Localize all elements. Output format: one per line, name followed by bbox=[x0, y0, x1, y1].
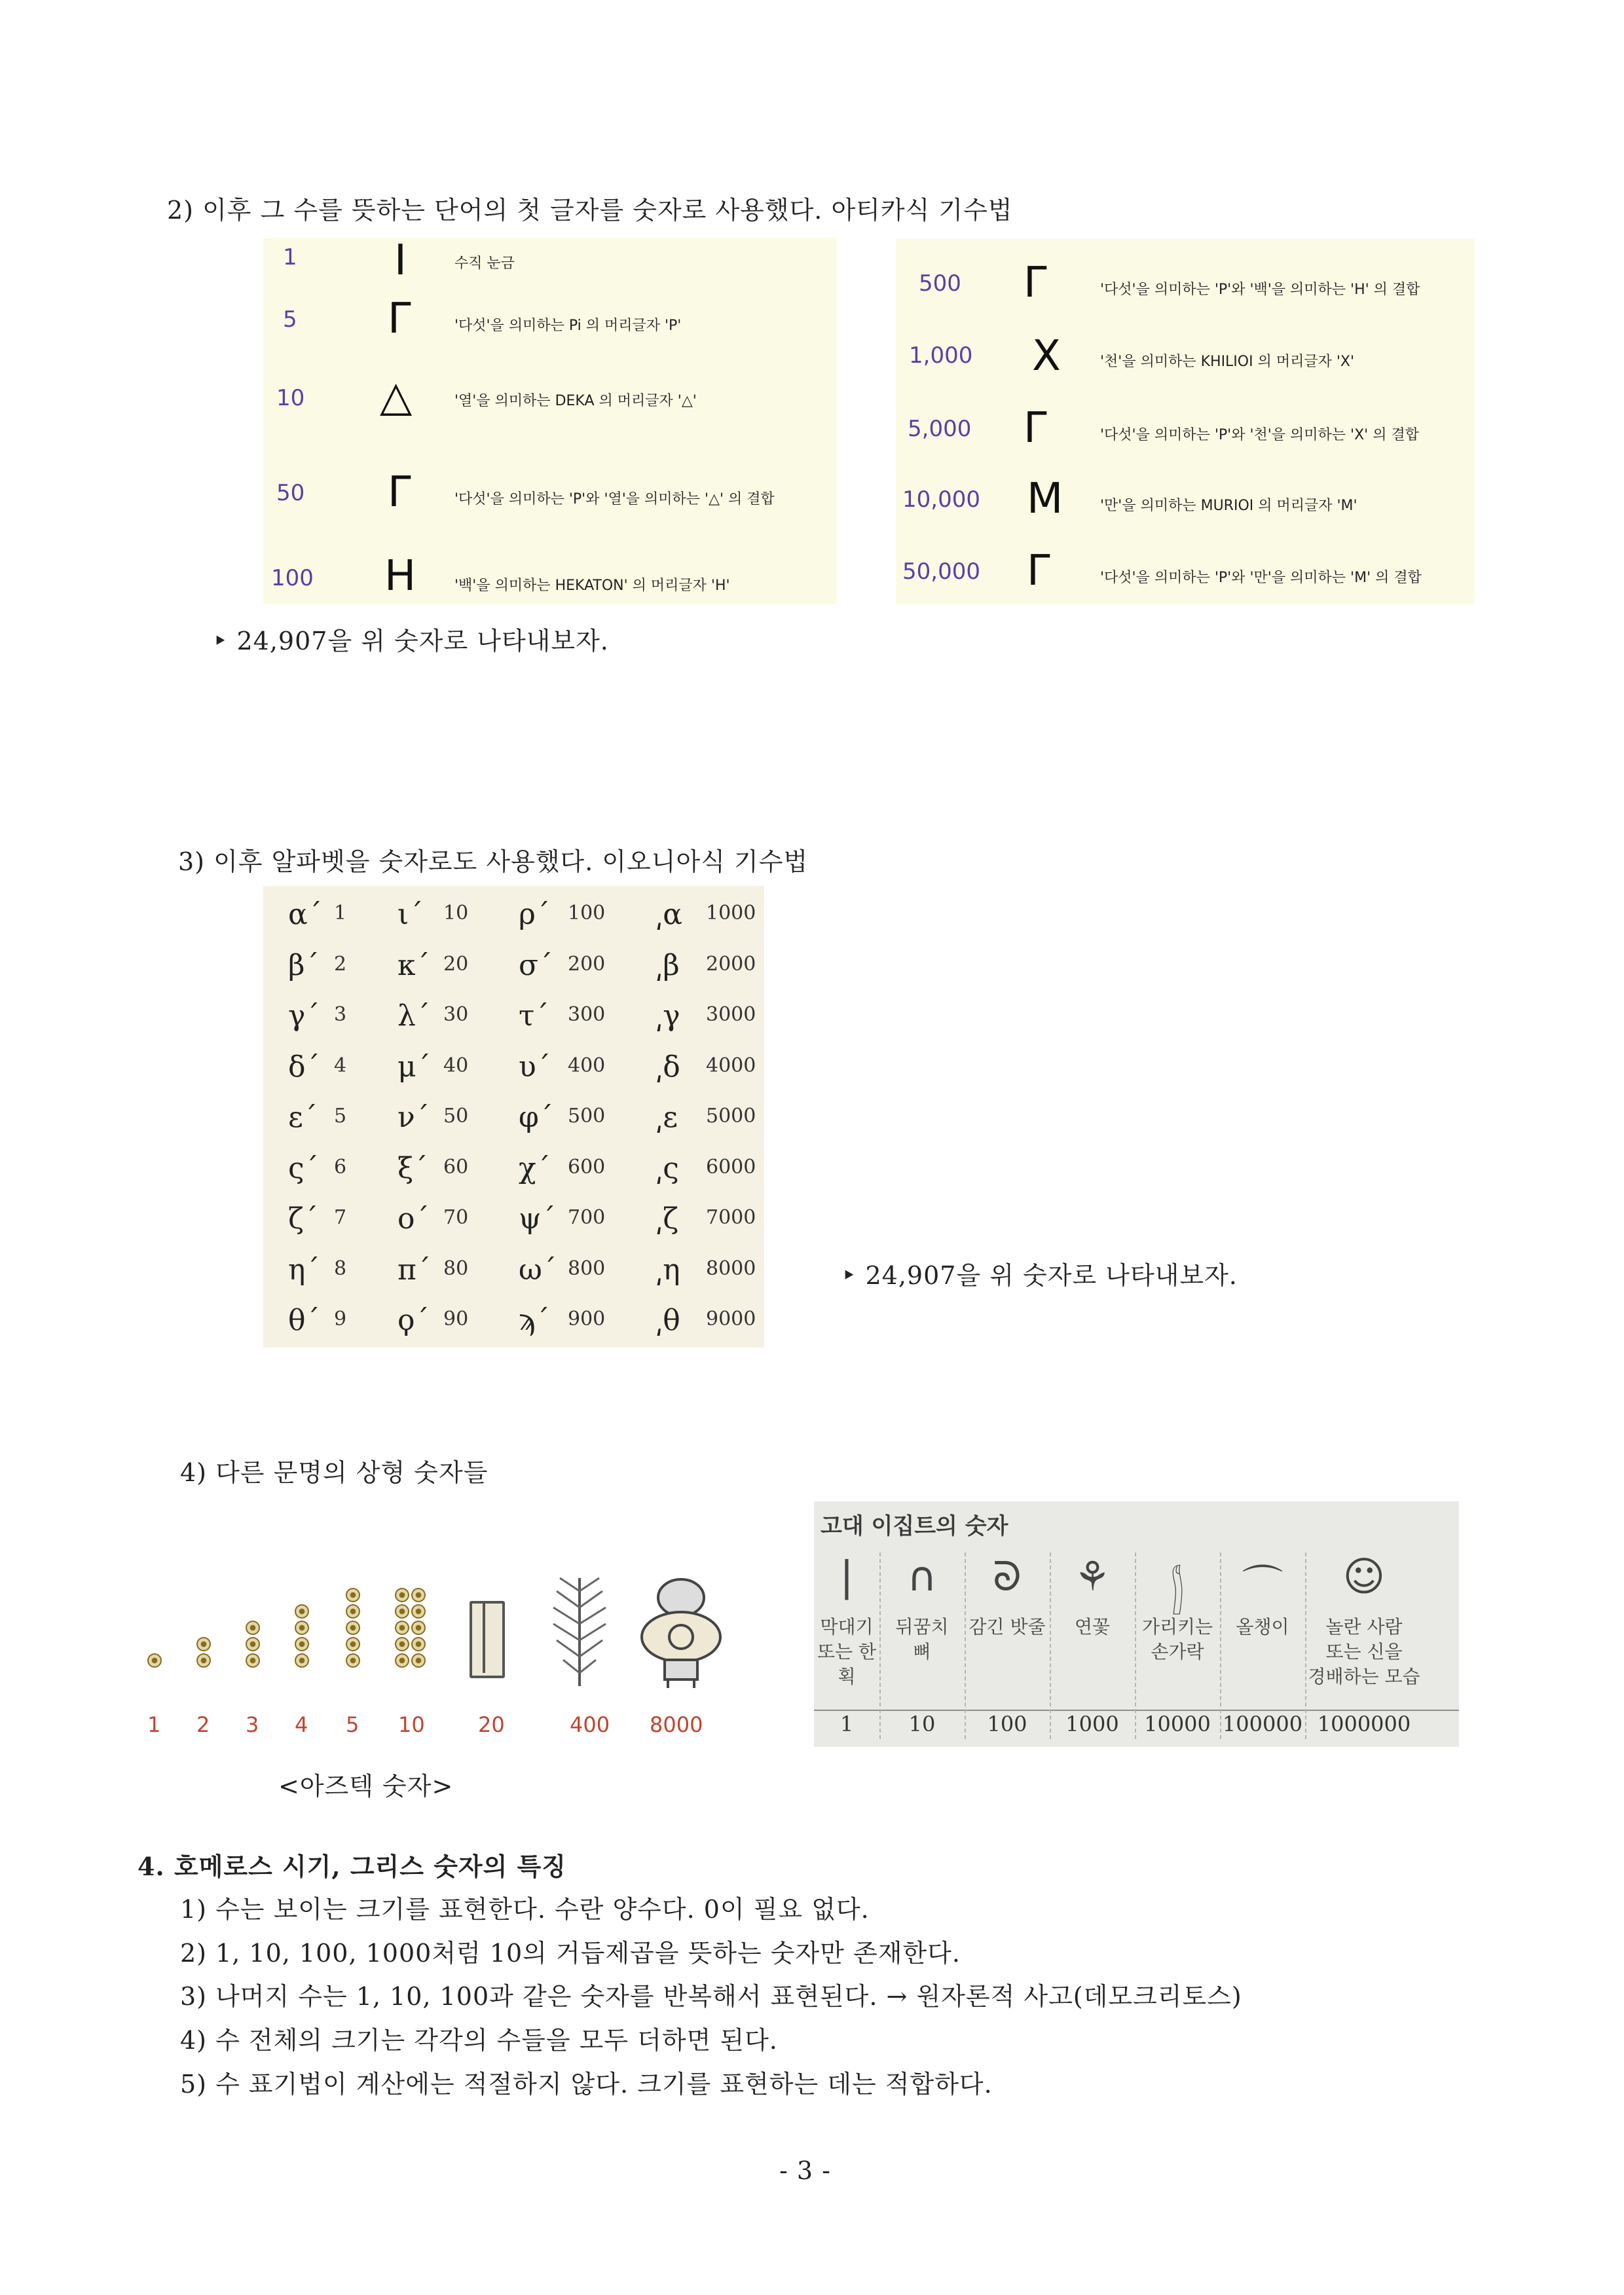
ionic-letter: η´ bbox=[288, 1253, 320, 1287]
ionic-value: 6000 bbox=[706, 1155, 756, 1179]
aztec-feather-glyph bbox=[544, 1571, 616, 1689]
ionic-letter: λ´ bbox=[397, 999, 430, 1033]
attic-number: 10,000 bbox=[902, 487, 980, 513]
ionic-value: 600 bbox=[568, 1155, 606, 1179]
ionic-value: 60 bbox=[443, 1155, 469, 1179]
aztec-dot bbox=[295, 1637, 309, 1651]
ionic-letter: ζ´ bbox=[288, 1202, 318, 1236]
ionic-value: 40 bbox=[443, 1054, 469, 1077]
ionic-letter: χ´ bbox=[519, 1151, 551, 1185]
ionic-letter: ͵ς bbox=[655, 1151, 679, 1185]
ionic-letter: υ´ bbox=[519, 1050, 551, 1084]
ionic-value: 400 bbox=[568, 1054, 606, 1077]
ionic-value: 4 bbox=[334, 1054, 347, 1077]
ionic-letter: ͵δ bbox=[655, 1050, 680, 1084]
homer-item: 3) 나머지 수는 1, 10, 100과 같은 숫자를 반복해서 표현된다. → 원자론적 사고(데모크리토스) bbox=[180, 1982, 1242, 2011]
ionic-value: 5 bbox=[334, 1105, 347, 1128]
attic-number: 1,000 bbox=[909, 342, 973, 369]
aztec-caption: <아즈텍 숫자> bbox=[278, 1772, 454, 1801]
attic-glyph: Γ bbox=[388, 295, 411, 343]
ionic-value: 900 bbox=[568, 1308, 606, 1331]
ionic-letter: ν´ bbox=[397, 1101, 430, 1134]
attic-description: '다섯'을 의미하는 'P'와 '백'을 의미하는 'H' 의 결합 bbox=[1100, 282, 1420, 298]
aztec-dot bbox=[246, 1653, 260, 1668]
homer-heading: 4. 호메로스 시기, 그리스 숫자의 특징 bbox=[138, 1852, 566, 1881]
rope-coil-glyph: ᘐ bbox=[993, 1552, 1022, 1600]
egypt-label: 막대기 또는 한 획 bbox=[817, 1616, 877, 1687]
attic-row bbox=[263, 468, 837, 532]
attic-row bbox=[896, 239, 1475, 307]
aztec-value-label: 10 bbox=[398, 1712, 425, 1737]
homer-item: 2) 1, 10, 100, 1000처럼 10의 거듭제곱을 뜻하는 숫자만 존재한다. bbox=[180, 1939, 961, 1968]
egypt-value: 10000 bbox=[1144, 1712, 1211, 1736]
attic-row bbox=[263, 295, 837, 359]
ionic-letter: ͵θ bbox=[655, 1304, 680, 1337]
ionic-letter: ω´ bbox=[519, 1253, 557, 1287]
aztec-numerals bbox=[138, 1571, 740, 1748]
egypt-column bbox=[1220, 1552, 1306, 1739]
attic-description: '백'을 의미하는 HEKATON' 의 머리글자 'H' bbox=[454, 578, 730, 594]
ionic-letter: φ´ bbox=[519, 1101, 553, 1134]
aztec-dot bbox=[346, 1637, 360, 1651]
egypt-column bbox=[879, 1552, 966, 1739]
attic-glyph: Γ bbox=[1027, 547, 1050, 595]
ionic-letter: α´ bbox=[288, 898, 322, 931]
egypt-value: 1000000 bbox=[1317, 1712, 1411, 1736]
ionic-value: 300 bbox=[568, 1003, 606, 1026]
aztec-dot bbox=[295, 1621, 309, 1635]
tadpole-glyph: ⌒ bbox=[1242, 1561, 1283, 1609]
egypt-value: 100 bbox=[987, 1712, 1027, 1736]
aztec-flag-pole bbox=[483, 1601, 485, 1673]
ionic-value: 700 bbox=[568, 1206, 606, 1229]
ionic-letter: ͵γ bbox=[655, 999, 680, 1033]
attic-description: '천'을 의미하는 KHILIOI 의 머리글자 'X' bbox=[1100, 354, 1355, 370]
egypt-value: 1000 bbox=[1065, 1712, 1119, 1736]
ionic-letter: β´ bbox=[288, 948, 320, 982]
ionic-value: 90 bbox=[443, 1308, 469, 1331]
aztec-dot bbox=[196, 1653, 211, 1668]
attic-table-right bbox=[896, 239, 1475, 604]
attic-description: '다섯'을 의미하는 'P'와 '열'을 의미하는 '△' 의 결합 bbox=[454, 491, 775, 507]
attic-number: 100 bbox=[271, 565, 314, 591]
attic-number: 10 bbox=[276, 385, 305, 411]
aztec-dot bbox=[246, 1621, 260, 1635]
ionic-letter: ε´ bbox=[288, 1101, 318, 1134]
homer-item: 5) 수 표기법이 계산에는 적절하지 않다. 크기를 표현하는 데는 적합하다. bbox=[180, 2070, 993, 2099]
ionic-letter: ς´ bbox=[288, 1151, 319, 1185]
attic-description: '다섯'을 의미하는 Pi 의 머리글자 'P' bbox=[454, 318, 682, 334]
attic-table-left bbox=[263, 238, 837, 604]
attic-glyph: Γ bbox=[1024, 259, 1047, 307]
aztec-dot bbox=[411, 1621, 426, 1635]
ionic-letter: ι´ bbox=[397, 898, 424, 931]
aztec-value-label: 2 bbox=[196, 1712, 210, 1737]
aztec-dot bbox=[147, 1653, 162, 1668]
ionic-value: 80 bbox=[443, 1257, 469, 1280]
egypt-column bbox=[1135, 1552, 1221, 1739]
aztec-dot bbox=[346, 1653, 360, 1668]
aztec-dot bbox=[395, 1621, 409, 1635]
attic-glyph: X bbox=[1032, 332, 1061, 380]
ionic-letter: τ´ bbox=[519, 999, 549, 1033]
attic-row bbox=[263, 373, 837, 441]
egypt-value: 100000 bbox=[1222, 1712, 1303, 1736]
aztec-flag-glyph bbox=[470, 1601, 505, 1678]
aztec-dot bbox=[395, 1653, 409, 1668]
ionic-value: 800 bbox=[568, 1257, 606, 1280]
attic-description: '다섯'을 의미하는 'P'와 '만'을 의미하는 'M' 의 결합 bbox=[1100, 570, 1422, 586]
attic-glyph: Γ bbox=[1024, 404, 1047, 452]
egypt-label: 감긴 밧줄 bbox=[969, 1616, 1046, 1638]
ionic-letter: ϙ´ bbox=[397, 1304, 430, 1337]
ionic-letter: ξ´ bbox=[397, 1151, 428, 1185]
ionic-letter: ψ´ bbox=[519, 1202, 556, 1236]
attic-glyph: I bbox=[394, 236, 407, 285]
ionic-letter: ͵η bbox=[655, 1253, 680, 1287]
ionic-value: 5000 bbox=[706, 1105, 756, 1128]
attic-row bbox=[263, 552, 837, 611]
aztec-value-label: 20 bbox=[478, 1712, 505, 1737]
ionic-value: 2000 bbox=[706, 952, 756, 976]
aztec-dot bbox=[411, 1637, 426, 1651]
egypt-label: 연꽃 bbox=[1074, 1616, 1111, 1638]
section3-exercise: ‣ 24,907을 위 숫자로 나타내보자. bbox=[841, 1261, 1238, 1290]
ionic-value: 8 bbox=[334, 1257, 347, 1280]
attic-description: '다섯'을 의미하는 'P'와 '천'을 의미하는 'X' 의 결합 bbox=[1100, 427, 1419, 443]
ionic-value: 20 bbox=[443, 952, 469, 976]
lotus-glyph: ⚘ bbox=[1074, 1552, 1111, 1600]
attic-description: '만'을 의미하는 MURIOI 의 머리글자 'M' bbox=[1100, 498, 1357, 514]
ionic-letter: ρ´ bbox=[519, 898, 550, 931]
egypt-title: 고대 이집트의 숫자 bbox=[821, 1513, 1008, 1539]
ionic-value: 500 bbox=[568, 1105, 606, 1128]
attic-number: 5,000 bbox=[908, 416, 972, 442]
aztec-dot bbox=[395, 1604, 409, 1619]
homer-item: 1) 수는 보이는 크기를 표현한다. 수란 양수다. 0이 필요 없다. bbox=[180, 1895, 870, 1924]
egypt-label: 올챙이 bbox=[1236, 1616, 1289, 1638]
ionic-value: 200 bbox=[568, 952, 606, 976]
ionic-letter: σ´ bbox=[519, 948, 553, 982]
ionic-value: 6 bbox=[334, 1155, 347, 1179]
aztec-bag-glyph bbox=[632, 1571, 730, 1689]
attic-description: '열'을 의미하는 DEKA 의 머리글자 '△' bbox=[454, 393, 697, 409]
ionic-value: 3 bbox=[334, 1003, 347, 1026]
ionic-value: 1000 bbox=[706, 902, 756, 925]
ionic-letter: γ´ bbox=[288, 999, 320, 1033]
aztec-dot bbox=[346, 1588, 360, 1602]
aztec-dot bbox=[295, 1604, 309, 1619]
ionic-value: 1 bbox=[334, 902, 347, 925]
ionic-value: 50 bbox=[443, 1105, 469, 1128]
ionic-value: 70 bbox=[443, 1206, 469, 1229]
attic-glyph: △ bbox=[380, 373, 413, 421]
section2-exercise: ‣ 24,907을 위 숫자로 나타내보자. bbox=[213, 627, 609, 655]
ionic-value: 10 bbox=[443, 902, 469, 925]
finger-glyph: 𓂭 bbox=[1170, 1568, 1185, 1615]
heel-bone-glyph: ∩ bbox=[907, 1552, 937, 1600]
ionic-letter: κ´ bbox=[397, 948, 430, 982]
attic-number: 1 bbox=[283, 244, 297, 270]
ionic-value: 3000 bbox=[706, 1003, 756, 1026]
attic-row bbox=[896, 384, 1475, 452]
egypt-column bbox=[1050, 1552, 1136, 1739]
ionic-letter: μ´ bbox=[397, 1050, 431, 1084]
ionic-letter: ͵β bbox=[655, 948, 680, 982]
egypt-value: 1 bbox=[840, 1712, 854, 1736]
ionic-letter: π´ bbox=[397, 1253, 431, 1287]
aztec-value-label: 5 bbox=[346, 1712, 360, 1737]
stroke-glyph: | bbox=[840, 1552, 854, 1600]
attic-number: 50 bbox=[276, 480, 305, 506]
ionic-value: 9000 bbox=[706, 1308, 756, 1331]
section3-heading: 3) 이후 알파벳을 숫자로도 사용했다. 이오니아식 기수법 bbox=[178, 847, 809, 876]
aztec-value-label: 400 bbox=[570, 1712, 610, 1737]
aztec-dot bbox=[411, 1604, 426, 1619]
attic-row bbox=[263, 238, 837, 297]
homer-item: 4) 수 전체의 크기는 각각의 수들을 모두 더하면 된다. bbox=[180, 2026, 778, 2055]
ionic-value: 30 bbox=[443, 1003, 469, 1026]
ionic-numeral-table bbox=[263, 886, 764, 1348]
ionic-letter: ͵ε bbox=[655, 1101, 678, 1134]
attic-number: 500 bbox=[919, 270, 961, 297]
aztec-dot bbox=[395, 1588, 409, 1602]
ionic-value: 8000 bbox=[706, 1257, 756, 1280]
aztec-dot bbox=[346, 1604, 360, 1619]
attic-row bbox=[896, 455, 1475, 523]
ionic-value: 7 bbox=[334, 1206, 347, 1229]
attic-glyph: H bbox=[384, 552, 416, 600]
ionic-value: 100 bbox=[568, 902, 606, 925]
aztec-dot bbox=[346, 1621, 360, 1635]
aztec-value-label: 1 bbox=[147, 1712, 161, 1737]
egypt-column bbox=[1305, 1552, 1423, 1739]
page-number: - 3 - bbox=[779, 2156, 832, 2185]
attic-glyph: Γ bbox=[388, 468, 411, 517]
attic-glyph: M bbox=[1027, 475, 1063, 523]
egypt-label: 뒤꿈치 뼈 bbox=[895, 1616, 949, 1662]
aztec-dot bbox=[246, 1637, 260, 1651]
attic-row bbox=[896, 311, 1475, 380]
aztec-dot bbox=[411, 1588, 426, 1602]
ionic-letter: ͵α bbox=[655, 898, 682, 931]
egypt-numeral-table bbox=[814, 1501, 1459, 1747]
aztec-dot bbox=[411, 1653, 426, 1668]
ionic-letter: ϡ´ bbox=[519, 1304, 550, 1337]
aztec-dot bbox=[295, 1653, 309, 1668]
ionic-value: 2 bbox=[334, 952, 347, 976]
egypt-column bbox=[965, 1552, 1051, 1739]
aztec-dot bbox=[196, 1637, 211, 1651]
aztec-dot bbox=[395, 1637, 409, 1651]
attic-row bbox=[896, 527, 1475, 595]
ionic-letter: ο´ bbox=[397, 1202, 430, 1236]
section2-heading: 2) 이후 그 수를 뜻하는 단어의 첫 글자를 숫자로 사용했다. 아티카식 기수법 bbox=[167, 196, 1013, 225]
attic-number: 50,000 bbox=[902, 559, 980, 585]
section4-heading: 4) 다른 문명의 상형 숫자들 bbox=[180, 1458, 489, 1487]
ionic-letter: θ´ bbox=[288, 1304, 320, 1337]
ionic-value: 7000 bbox=[706, 1206, 756, 1229]
ionic-value: 9 bbox=[334, 1308, 347, 1331]
attic-number: 5 bbox=[283, 306, 297, 333]
attic-description: 수직 눈금 bbox=[454, 255, 515, 272]
egypt-value: 10 bbox=[908, 1712, 936, 1736]
astonished-man-glyph: ☺ bbox=[1342, 1552, 1386, 1600]
ionic-value: 4000 bbox=[706, 1054, 756, 1077]
aztec-value-label: 4 bbox=[295, 1712, 308, 1737]
ionic-letter: ͵ζ bbox=[655, 1202, 679, 1236]
aztec-value-label: 8000 bbox=[650, 1712, 703, 1737]
egypt-label: 놀란 사람 또는 신을 경배하는 모습 bbox=[1308, 1616, 1420, 1687]
aztec-value-label: 3 bbox=[246, 1712, 259, 1737]
ionic-letter: δ´ bbox=[288, 1050, 320, 1084]
egypt-column bbox=[814, 1552, 881, 1739]
egypt-label: 가리키는 손가락 bbox=[1141, 1616, 1213, 1662]
